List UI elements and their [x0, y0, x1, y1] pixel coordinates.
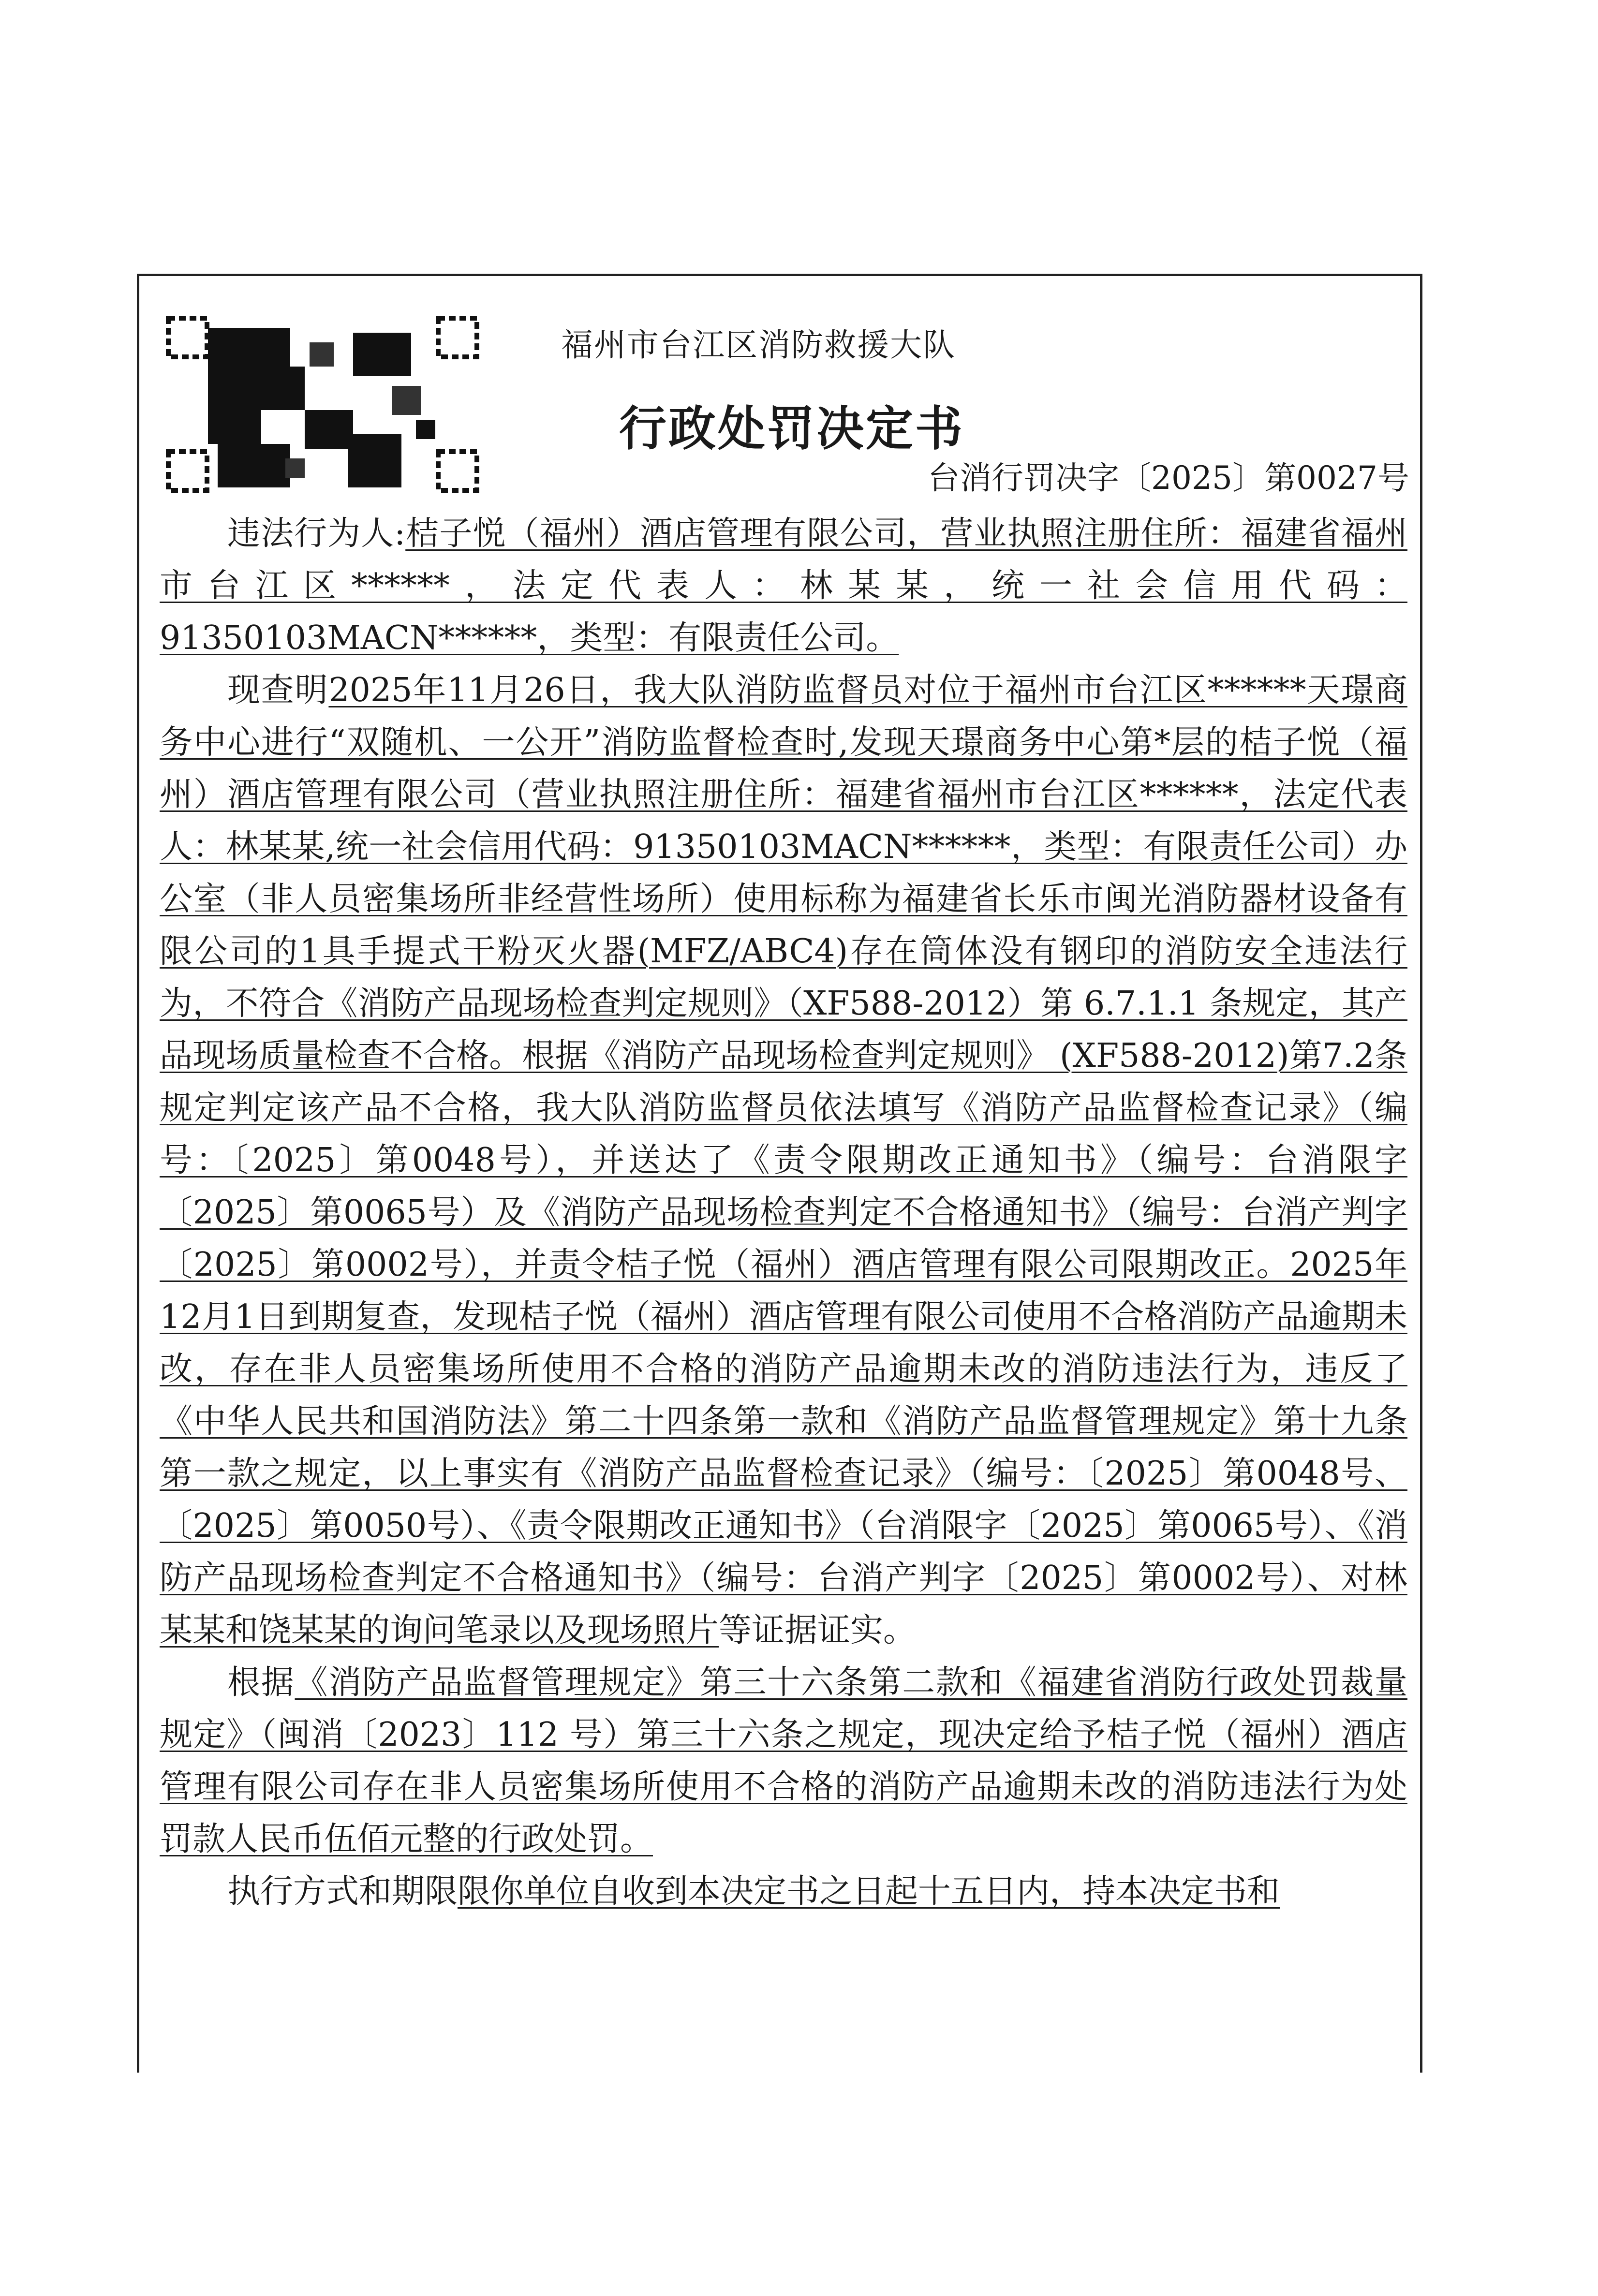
decision-paragraph	[160, 1657, 1407, 1866]
facts-details: 2025年11月26日，我大队消防监督员对位于福州市台江区******天璟商务中心进行“双随机、一公开”消防监督检查时,发现天璟商务中心第*层的桔子悦（福州）酒店管理有限公司（营业执照注册住所：福建省福州市台江区******，法定代表人：林某某,统一社会信用代码：91350103MACN******，类型：有限责任公司）办公室（非人员密集场所非经营性场所）使用标称为福建省长乐市闽光消防器材设备有限公司的1具手提式干粉灭火器(MFZ/ABC4)存在筒体没有钢印的消防安全违法行为，不符合《消防产品现场检查判定规则》（XF588-2012）第 6.7.1.1 条规定，其产品现场质量检查不合格。根据《消防产品现场检查判定规则》 (XF588-2012)第7.2条规定判定该产品不合格，我大队消防监督员依法填写《消防产品监督检查记录》（编号：〔2025〕第0048号），并送达了《责令限期改正通知书》（编号：台消限字〔2025〕第0065号）及《消防产品现场检查判定不合格通知书》（编号：台消产判字〔2025〕第0002号），并责令桔子悦（福州）酒店管理有限公司限期改正。2025年12月1日到期复查，发现桔子悦（福州）酒店管理有限公司使用不合格消防产品逾期未改，存在非人员密集场所使用不合格的消防产品逾期未改的消防违法行为，违反了《中华人民共和国消防法》第二十四条第一款和《消防产品监督管理规定》第十九条第一款之规定，以上事实有《消防产品监督检查记录》（编号：〔2025〕第0048号、〔2025〕第0050号）、《责令限期改正通知书》（台消限字〔2025〕第0065号）、《消防产品现场检查判定不合格通知书》（编号：台消产判字〔2025〕第0002号）、对林某某和饶某某的询问笔录以及现场照片	[160, 671, 1408, 1649]
facts-label: 现查明	[227, 671, 329, 709]
party-details: 桔子悦（福州）酒店管理有限公司，营业执照注册住所：福建省福州市台江区******，法定代表人：林某某，统一社会信用代码：91350103MACN******，类型：有限责任公司。	[160, 515, 1407, 657]
issuing-agency: 福州市台江区消防救援大队	[561, 326, 956, 364]
document-number: 台消行罚决字〔2025〕第0027号	[928, 459, 1409, 497]
document-title: 行政处罚决定书	[619, 401, 965, 456]
party-paragraph	[160, 508, 1407, 664]
decision-label: 根据	[227, 1663, 295, 1702]
qr-code	[164, 313, 487, 496]
party-label: 违法行为人:	[227, 515, 406, 553]
facts-tail: 等证据证实。	[719, 1611, 917, 1649]
execution-label: 执行方式和期限	[227, 1872, 458, 1911]
execution-details: 限你单位自收到本决定书之日起十五日内，持本决定书和	[458, 1872, 1280, 1911]
execution-paragraph	[160, 1866, 1407, 1918]
document-body	[160, 508, 1407, 1918]
facts-paragraph	[160, 664, 1407, 1657]
decision-details: 《消防产品监督管理规定》第三十六条第二款和《福建省消防行政处罚裁量规定》（闽消〔2023〕112 号）第三十六条之规定，现决定给予桔子悦（福州）酒店管理有限公司存在非人员密集场所使用不合格的消防产品逾期未改的消防违法行为处罚款人民币伍佰元整的行政处罚。	[160, 1663, 1407, 1858]
